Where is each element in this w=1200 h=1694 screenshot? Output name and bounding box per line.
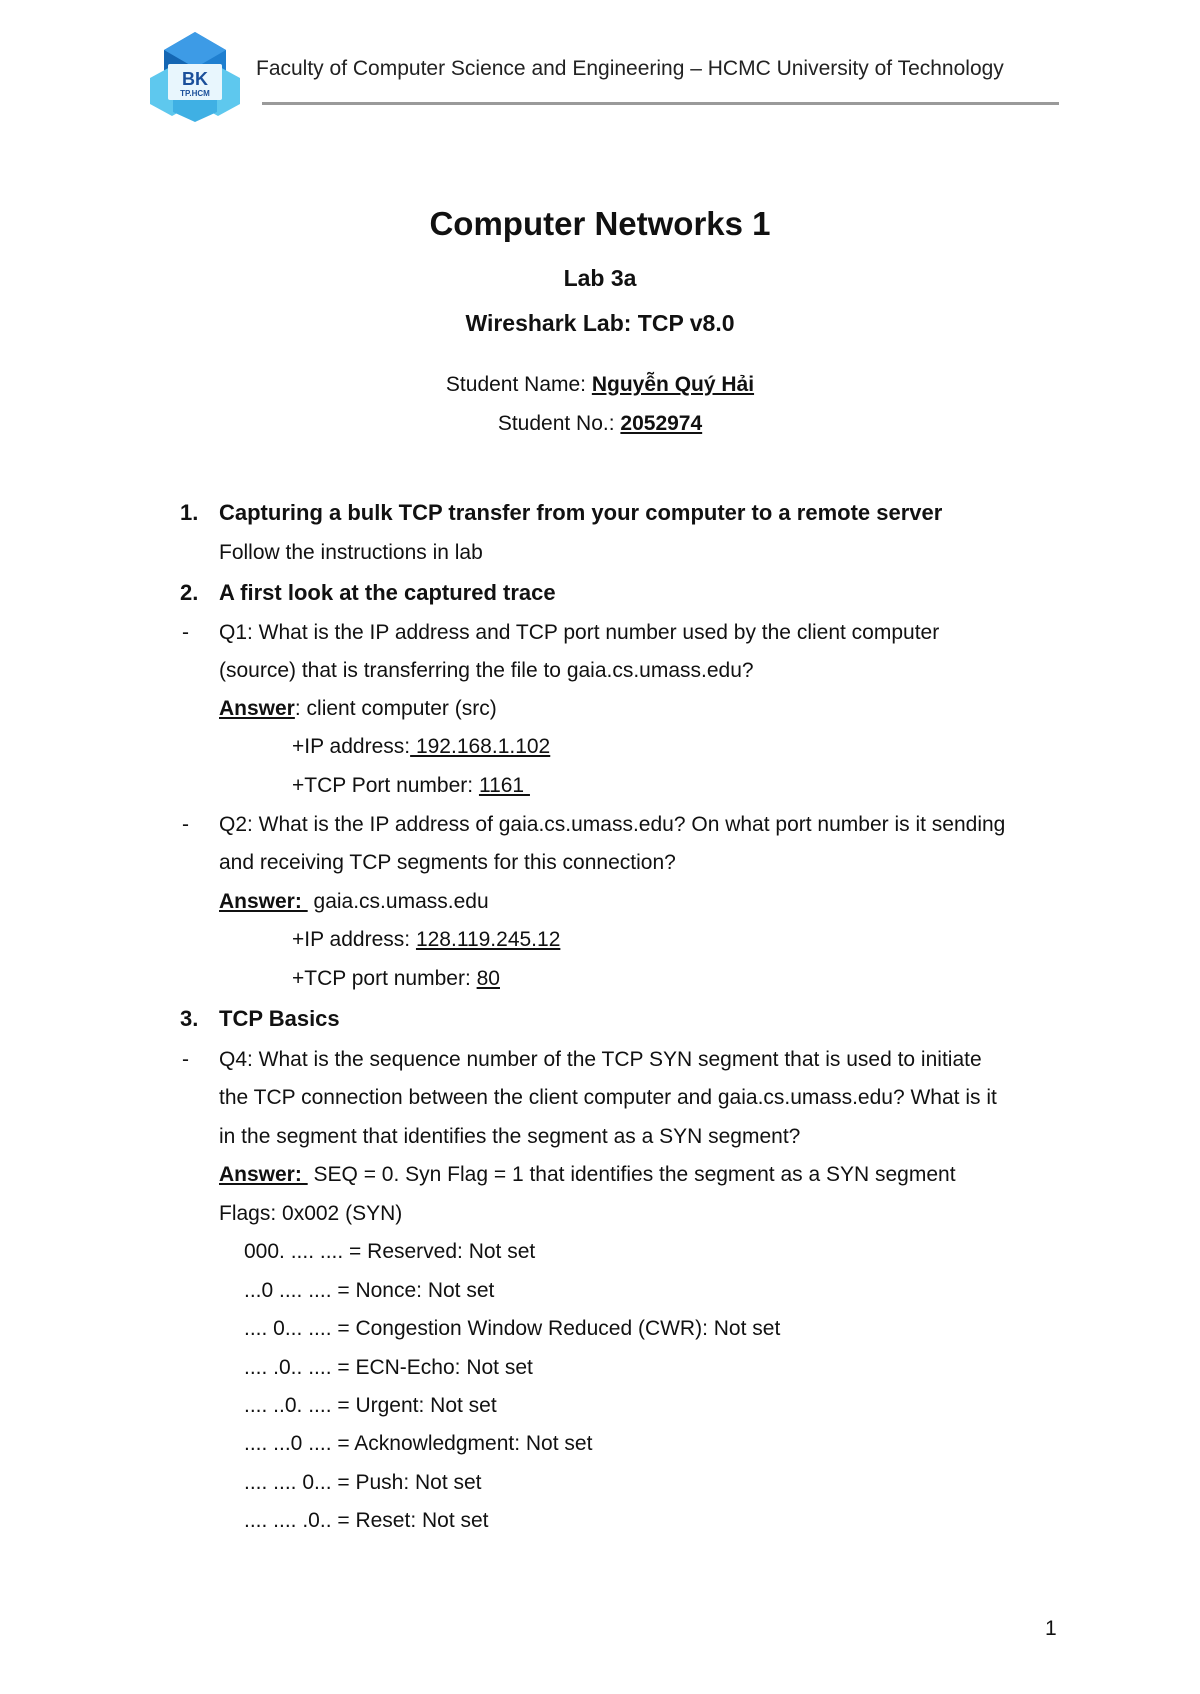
q2-port-label: +TCP port number: [292,967,477,990]
student-no-label: Student No.: [497,412,615,435]
q1-answer-text: : client computer (src) [294,697,497,720]
q4-answer-text: SEQ = 0. Syn Flag = 1 that identifies the segment as a SYN segment [307,1163,956,1186]
flag-bit-line: .... .... .0.. = Reset: Not set [244,1509,489,1532]
q1-port-label: +TCP Port number: [292,774,479,797]
q1-question-line2: (source) that is transferring the file to gaia.cs.umass.edu? [219,659,754,682]
q2-port-value: 80 [476,967,500,990]
q4-question-line2: the TCP connection between the client computer and gaia.cs.umass.edu? What is it [219,1086,997,1109]
flag-bit-line: ...0 .... .... = Nonce: Not set [244,1279,495,1302]
q1-ip-label: +IP address: [292,735,411,758]
q2-question-line1: Q2: What is the IP address of gaia.cs.umass.edu? On what port number is it sending [219,813,1006,836]
student-no-line [0,412,1200,436]
section-2-number: 2. [180,580,199,605]
q1-question-line1: Q1: What is the IP address and TCP port number used by the client computer [219,621,940,644]
student-name-value: Nguyễn Quý Hải [591,373,755,396]
student-name-line [0,373,1200,397]
q1-port-value: 1161 [478,774,530,797]
logo-subtext: TP.HCM [180,89,210,98]
q1-port-line [292,773,530,799]
section-3-number: 3. [180,1006,199,1031]
bk-logo-icon [148,30,242,122]
q2-question-line2: and receiving TCP segments for this connection? [219,851,676,874]
header-divider [262,102,1059,105]
lab-number: Lab 3a [563,265,637,291]
section-1-number: 1. [180,500,199,525]
section-1-title: Capturing a bulk TCP transfer from your computer to a remote server [219,500,943,525]
section-2-title: A first look at the captured trace [219,580,556,605]
q2-answer-text: gaia.cs.umass.edu [307,890,489,913]
logo-text: BK [182,69,208,89]
q2-port-line [292,966,500,992]
university-logo [148,30,242,122]
q4-answer [219,1162,956,1188]
q2-bullet: - [182,813,189,836]
q2-ip-label: +IP address: [292,928,416,951]
q4-flags-line: Flags: 0x002 (SYN) [219,1202,403,1225]
q4-question-line3: in the segment that identifies the segment as a SYN segment? [219,1125,801,1148]
q2-ip-value: 128.119.245.12 [415,928,561,951]
section-1-body: Follow the instructions in lab [219,541,483,564]
q1-bullet: - [182,621,189,644]
q1-ip-value: 192.168.1.102 [410,735,551,758]
q1-answer-label: Answer [219,697,295,720]
q4-answer-label: Answer: [219,1163,308,1186]
q4-bullet: - [182,1048,189,1071]
q1-ip-line [292,734,550,760]
q2-ip-line [292,927,560,953]
lab-subtitle: Wireshark Lab: TCP v8.0 [465,310,735,336]
q2-answer-label: Answer: [219,890,308,913]
flag-bit-line: 000. .... .... = Reserved: Not set [244,1240,536,1263]
page-number: 1 [1045,1617,1057,1640]
student-name-label: Student Name: [445,373,587,396]
q1-answer [219,696,497,722]
student-no-value: 2052974 [620,412,703,435]
document-title: Computer Networks 1 [429,205,771,242]
q4-question-line1: Q4: What is the sequence number of the TCP SYN segment that is used to initiate [219,1048,982,1071]
flag-bit-line: .... ..0. .... = Urgent: Not set [244,1394,497,1417]
flag-bit-line: .... ...0 .... = Acknowledgment: Not set [244,1432,593,1455]
flag-bit-line: .... .... 0... = Push: Not set [244,1471,482,1494]
flag-bit-line: .... .0.. .... = ECN-Echo: Not set [244,1356,533,1379]
q2-answer [219,889,489,915]
header-institution: Faculty of Computer Science and Engineering – HCMC University of Technology [256,57,1004,80]
flag-bit-line: .... 0... .... = Congestion Window Reduced (CWR): Not set [244,1317,781,1340]
section-3-title: TCP Basics [219,1006,340,1031]
